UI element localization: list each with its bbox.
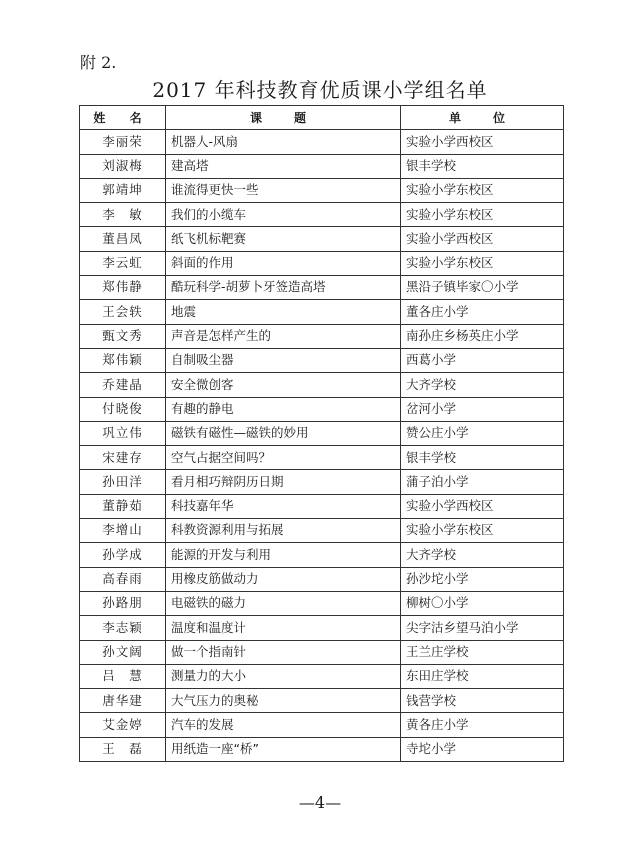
cell-topic: 空气占据空间吗？ <box>166 446 401 470</box>
cell-name: 李志颖 <box>80 616 166 640</box>
cell-topic: 自制吸尘器 <box>166 348 401 372</box>
table-row <box>80 130 564 154</box>
table-body <box>80 130 564 762</box>
award-table <box>79 105 564 762</box>
cell-unit: 实验小学东校区 <box>401 178 564 202</box>
cell-name: 孙田洋 <box>80 470 166 494</box>
table-row <box>80 567 564 591</box>
cell-name: 唐华建 <box>80 689 166 713</box>
table-row <box>80 276 564 300</box>
table-row <box>80 421 564 445</box>
cell-name: 郑伟颖 <box>80 348 166 372</box>
cell-unit: 董各庄小学 <box>401 300 564 324</box>
table-row <box>80 397 564 421</box>
cell-unit: 实验小学东校区 <box>401 251 564 275</box>
cell-name: 王 磊 <box>80 737 166 761</box>
table-row <box>80 203 564 227</box>
cell-name: 孙路朋 <box>80 591 166 615</box>
cell-topic: 做一个指南针 <box>166 640 401 664</box>
cell-topic: 电磁铁的磁力 <box>166 591 401 615</box>
cell-name: 李增山 <box>80 519 166 543</box>
cell-unit: 孙沙坨小学 <box>401 567 564 591</box>
header-name: 姓 名 <box>80 106 166 130</box>
cell-name: 郑伟静 <box>80 276 166 300</box>
header-unit: 单 位 <box>401 106 564 130</box>
table-row <box>80 737 564 761</box>
cell-unit: 南孙庄乡杨英庄小学 <box>401 324 564 348</box>
table-row <box>80 664 564 688</box>
cell-name: 孙文阔 <box>80 640 166 664</box>
cell-topic: 机器人-风扇 <box>166 130 401 154</box>
table-header-row <box>80 106 564 130</box>
cell-topic: 声音是怎样产生的 <box>166 324 401 348</box>
cell-unit: 尖字沽乡望马泊小学 <box>401 616 564 640</box>
table-row <box>80 373 564 397</box>
cell-unit: 赞公庄小学 <box>401 421 564 445</box>
table-row <box>80 519 564 543</box>
table-row <box>80 640 564 664</box>
cell-name: 孙学成 <box>80 543 166 567</box>
cell-unit: 钱营学校 <box>401 689 564 713</box>
cell-name: 乔建晶 <box>80 373 166 397</box>
cell-name: 郭靖坤 <box>80 178 166 202</box>
cell-name: 李丽荣 <box>80 130 166 154</box>
cell-topic: 我们的小缆车 <box>166 203 401 227</box>
cell-unit: 银丰学校 <box>401 154 564 178</box>
table-row <box>80 227 564 251</box>
cell-name: 甄文秀 <box>80 324 166 348</box>
cell-unit: 柳树〇小学 <box>401 591 564 615</box>
table-row <box>80 494 564 518</box>
cell-topic: 科技嘉年华 <box>166 494 401 518</box>
cell-topic: 科教资源利用与拓展 <box>166 519 401 543</box>
cell-topic: 谁流得更快一些 <box>166 178 401 202</box>
table-row <box>80 154 564 178</box>
cell-topic: 用纸造一座“桥” <box>166 737 401 761</box>
cell-topic: 建高塔 <box>166 154 401 178</box>
cell-name: 王会轶 <box>80 300 166 324</box>
cell-unit: 王兰庄学校 <box>401 640 564 664</box>
page-number: —4— <box>298 793 342 812</box>
cell-topic: 能源的开发与利用 <box>166 543 401 567</box>
cell-unit: 大齐学校 <box>401 373 564 397</box>
cell-topic: 酷玩科学-胡萝卜牙签造高塔 <box>166 276 401 300</box>
cell-name: 巩立伟 <box>80 421 166 445</box>
cell-name: 董昌凤 <box>80 227 166 251</box>
cell-unit: 寺坨小学 <box>401 737 564 761</box>
cell-topic: 磁铁有磁性—磁铁的妙用 <box>166 421 401 445</box>
table-row <box>80 446 564 470</box>
table-row <box>80 300 564 324</box>
cell-unit: 岔河小学 <box>401 397 564 421</box>
cell-unit: 实验小学东校区 <box>401 203 564 227</box>
cell-topic: 温度和温度计 <box>166 616 401 640</box>
annex-label: 附 2. <box>80 53 117 72</box>
cell-name: 李 敏 <box>80 203 166 227</box>
table-row <box>80 543 564 567</box>
cell-unit: 实验小学西校区 <box>401 227 564 251</box>
cell-name: 李云虹 <box>80 251 166 275</box>
page-title: 2017 年科技教育优质课小学组名单 <box>152 78 488 102</box>
cell-topic: 测量力的大小 <box>166 664 401 688</box>
cell-name: 高春雨 <box>80 567 166 591</box>
cell-unit: 实验小学东校区 <box>401 519 564 543</box>
cell-unit: 实验小学西校区 <box>401 494 564 518</box>
table-row <box>80 178 564 202</box>
cell-topic: 安全微创客 <box>166 373 401 397</box>
cell-topic: 有趣的静电 <box>166 397 401 421</box>
table-row <box>80 689 564 713</box>
cell-unit: 黄各庄小学 <box>401 713 564 737</box>
cell-unit: 西葛小学 <box>401 348 564 372</box>
cell-topic: 汽车的发展 <box>166 713 401 737</box>
table-row <box>80 616 564 640</box>
cell-name: 宋建存 <box>80 446 166 470</box>
cell-topic: 大气压力的奥秘 <box>166 689 401 713</box>
cell-unit: 银丰学校 <box>401 446 564 470</box>
cell-unit: 大齐学校 <box>401 543 564 567</box>
cell-topic: 纸飞机标靶赛 <box>166 227 401 251</box>
table-row <box>80 591 564 615</box>
cell-topic: 用橡皮筋做动力 <box>166 567 401 591</box>
cell-unit: 实验小学西校区 <box>401 130 564 154</box>
cell-name: 艾金婷 <box>80 713 166 737</box>
cell-topic: 看月相巧辩阴历日期 <box>166 470 401 494</box>
cell-unit: 蒲子泊小学 <box>401 470 564 494</box>
cell-name: 董静茹 <box>80 494 166 518</box>
table-row <box>80 470 564 494</box>
cell-unit: 东田庄学校 <box>401 664 564 688</box>
table-row <box>80 713 564 737</box>
cell-name: 刘淑梅 <box>80 154 166 178</box>
cell-name: 付晓俊 <box>80 397 166 421</box>
table-row <box>80 251 564 275</box>
cell-topic: 斜面的作用 <box>166 251 401 275</box>
header-topic: 课 题 <box>166 106 401 130</box>
cell-name: 吕 慧 <box>80 664 166 688</box>
table-row <box>80 324 564 348</box>
table-row <box>80 348 564 372</box>
cell-topic: 地震 <box>166 300 401 324</box>
cell-unit: 黑沿子镇毕家〇小学 <box>401 276 564 300</box>
